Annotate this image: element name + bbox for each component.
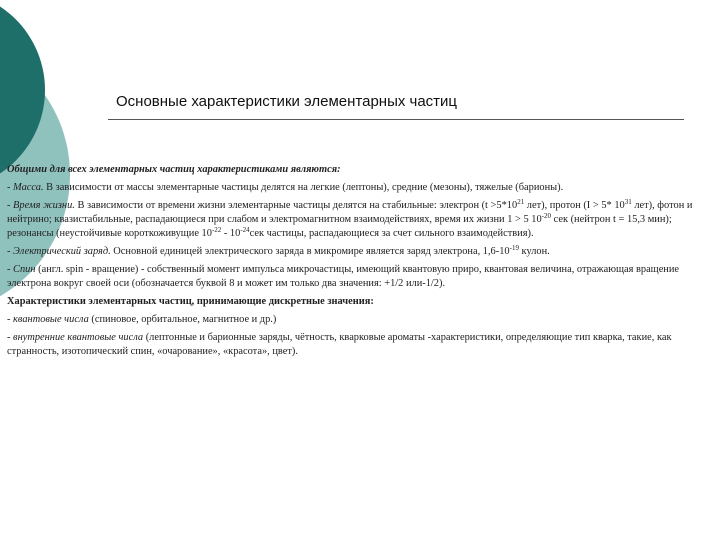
internal-quantum-numbers-paragraph bbox=[7, 331, 715, 359]
slide-title: Основные характеристики элементарных частиц bbox=[116, 93, 458, 110]
lifetime-paragraph bbox=[7, 199, 715, 241]
common-characteristics-heading: Общими для всех элементарных частиц характеристиками являются: bbox=[7, 164, 341, 175]
internal-quantum-numbers-term: - внутренние квантовые числа bbox=[7, 332, 144, 343]
charge-term: - Электрический заряд. bbox=[7, 246, 111, 257]
charge-text-2: кулон. bbox=[518, 246, 550, 257]
lifetime-text-5: - 10 bbox=[221, 228, 241, 239]
mass-text: В зависимости от массы элементарные частицы делятся на легкие (лептоны), средние (мезоны), тяжелые (барионы). bbox=[43, 182, 564, 193]
mass-term: - Масса. bbox=[7, 182, 44, 193]
lifetime-term: - Время жизни. bbox=[7, 200, 75, 211]
mass-paragraph bbox=[7, 181, 715, 195]
charge-paragraph bbox=[7, 245, 715, 259]
lifetime-sup-1: 21 bbox=[517, 198, 525, 206]
lifetime-sup-4: -22 bbox=[211, 226, 222, 234]
quantum-numbers-term: - квантовые числа bbox=[7, 314, 89, 325]
lifetime-text-3: лет), фотон и нейтрино; квазистабильные, распадающиеся при слабом и электромагнитном взаимодействиях, время их жизни 1 > 5 10 bbox=[7, 200, 693, 225]
spin-paragraph bbox=[7, 263, 715, 291]
discrete-characteristics-heading: Характеристики элементарных частиц, принимающие дискретные значения: bbox=[7, 296, 374, 307]
lifetime-text-6: сек частицы, распадающиеся за счет сильного взаимодействия). bbox=[249, 228, 534, 239]
lifetime-text-2: лет), протон (I > 5* 10 bbox=[524, 200, 625, 211]
spin-term: - Спин bbox=[7, 264, 36, 275]
internal-quantum-numbers-text: (лептонные и барионные заряды, чётность, кварковые ароматы -характеристики, определяющие тип кварка, такие, как странность, изотопический спин, «очарование», «красота», цвет). bbox=[7, 332, 672, 357]
quantum-numbers-text: (спиновое, орбитальное, магнитное и др.) bbox=[88, 314, 277, 325]
charge-sup-1: -19 bbox=[509, 244, 519, 252]
spin-text: (англ. spin - вращение) - собственный момент импульса микрочастицы, имеющий квантовую приро, квантовая величина, отражающая вращение электрона вокруг своей оси (обозначается буквой 8 и может им только два значения: +1/2 или-1/2). bbox=[7, 264, 680, 289]
lifetime-text-4: сек (нейтрон t = 15,3 мин); резонансы (неустойчивые короткоживущие 10 bbox=[7, 214, 672, 239]
content-body bbox=[7, 163, 715, 363]
quantum-numbers-paragraph bbox=[7, 313, 715, 327]
lifetime-sup-5: -24 bbox=[240, 226, 250, 234]
lifetime-text-1: В зависимости от времени жизни элементарные частицы делятся на стабильные: электрон (t >5*10 bbox=[74, 200, 518, 211]
title-divider bbox=[108, 119, 684, 120]
lifetime-sup-3: -20 bbox=[541, 212, 551, 220]
lifetime-sup-2: 31 bbox=[624, 198, 632, 206]
charge-text-1: Основной единицей электрического заряда в микромире является заряд электрона, 1,6-10 bbox=[110, 246, 510, 257]
